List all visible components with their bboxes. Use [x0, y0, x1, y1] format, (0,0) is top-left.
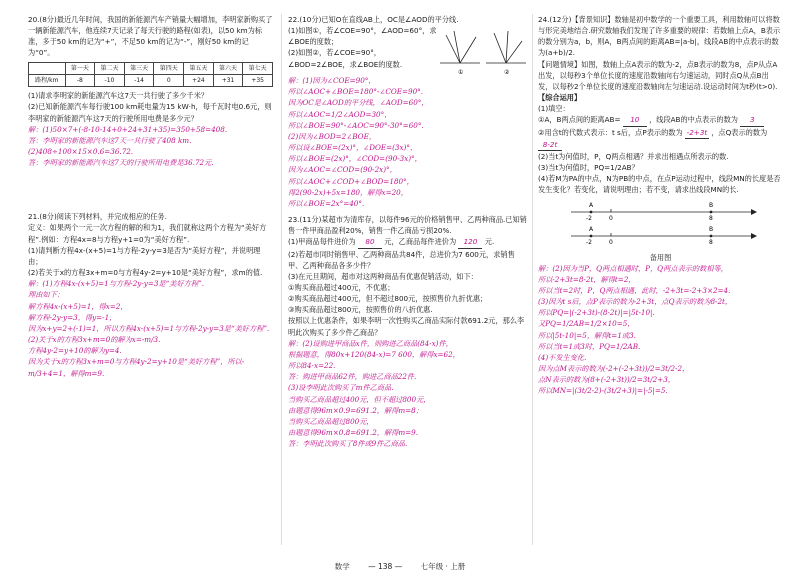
- table-cell: 0: [154, 74, 184, 86]
- table-cell: -10: [95, 74, 125, 86]
- q20-answer-1b: 答：李明家的新能源汽车这7天一共行驶了408 km.: [28, 135, 192, 145]
- table-cell: +35: [243, 74, 273, 86]
- table-header-cell: 第五天: [184, 62, 214, 74]
- q22-sub1: (1)如图①，若∠COE=90°，∠AOD=60°，求∠BOE的度数；: [288, 26, 437, 47]
- q24-blank-mid: 3: [740, 114, 764, 126]
- q24-s3: (3)当t为何值时，PQ=1/2AB？: [538, 163, 639, 173]
- q24-answer-line: 所以当t=2时，P，Q两点相遇，此时，-2+3t=-2+3×2=4.: [538, 285, 731, 295]
- q24-answer-line: 所以PQ=|(-2+3t)-(8-2t)|=|5t-10|.: [538, 308, 655, 318]
- column-left: [28, 14, 273, 384]
- q21-sub2: (2)若关于x的方程3x+m=0与方程4y-2=y+10是“美好方程”，求m的值.: [28, 268, 263, 278]
- q20-sub2: (2)已知新能源汽车每行驶100 km耗电量为15 kW·h，每千瓦时电0.6元，则李明家的新能源汽车这7天的行驶所用电费是多少元？: [28, 102, 272, 123]
- table-header-cell: 第六天: [213, 62, 243, 74]
- q24-answer-line: 点N表示的数为(8+(-2+3t))/2=3t/2+3，: [538, 375, 675, 385]
- q22-answer-line: 因为OC是∠AOD的平分线，∠AOD=60°，: [288, 98, 429, 108]
- q24-s1a-post: ，线段AB的中点表示的数为: [649, 115, 738, 125]
- q23-answer-line: 所以84-x=22.: [288, 361, 336, 371]
- tick-label-0: 0: [608, 238, 613, 246]
- q24-s1b-pre: ②用含t的代数式表示：t s后，点P表示的数为: [538, 127, 683, 137]
- q23-answer-line: 答：李明此次购买了8件或9件乙商品.: [288, 439, 408, 449]
- q20-intro: 20.(8分)最近几年时间，我国的新能源汽车产销量大幅增加，李明家新购买了一辆新能源汽车，他连续7天记录了每天行驶的路程(如表)，以50 km为标准，多于50 km的记为“+”，不足50 km的记为“-”，刚好50 km的记为“0”。: [28, 15, 273, 58]
- q21-definition: 定义：如果两个一元一次方程的解的和为1，我们就称这两个方程为“美好方程”.例如：方程4x=8与方程y+1=0为“美好方程”.: [28, 223, 267, 244]
- table-cell: +31: [213, 74, 243, 86]
- q23-intro: 23.(11分)某超市为清库存，以每件96元的价格销售甲、乙两种商品.已知销售一件甲商品盈利20%，销售一件乙商品亏损20%.: [288, 215, 527, 236]
- question-20: [28, 14, 273, 168]
- q21-answer-line: 方程4y-2=y+10的解为y=4.: [28, 346, 122, 356]
- q22-answer-line: 得2(90-2x)+5x=180，解得x=20，: [288, 187, 408, 197]
- q23-option: 按照以上优惠条件，如果李明一次性购买乙商品实际付款691.2元，那么李明此次购买了多少件乙商品？: [288, 316, 525, 337]
- q22-intro: 22.(10分)已知O在直线AB上，OC是∠AOD的平分线.: [288, 15, 459, 24]
- q21-answer-line: 因为x+y=2+(-1)=1，所以方程4x-(x+5)=1与方程-2y-y=3是“美好方程”.: [28, 323, 270, 333]
- q24-apply-heading: 【综合运用】: [538, 93, 582, 103]
- question-22: [288, 14, 528, 209]
- figure-1-label: ①: [458, 69, 464, 76]
- question-21: [28, 211, 273, 378]
- q24-s2: (2)当t为何值时，P，Q两点相遇？并求出相遇点所表示的数.: [538, 151, 729, 161]
- q23-answer-line: 解：(2)设购进甲商品x件，则购进乙商品(84-x)件，: [288, 338, 453, 348]
- q24-blank-ab: 10: [623, 114, 647, 126]
- point-b-label: B: [708, 201, 713, 209]
- mileage-table: [28, 62, 273, 88]
- q23-answer-line: 由题意得96m×0.9=691.2，解得m=8；: [288, 405, 423, 415]
- table-header-cell: 第二天: [95, 62, 125, 74]
- q22-answer-line: 所以设∠BOE=(2x)°，∠DOE=(3x)°，: [288, 143, 418, 153]
- point-b-label: B: [708, 225, 713, 233]
- q20-answer-2: (2)408÷100×15×0.6=36.72.: [28, 147, 134, 156]
- q21-answer-line: 解方程4x-(x+5)=1，得x=2，: [28, 301, 128, 311]
- number-line-2: [571, 226, 757, 246]
- q24-intro: 24.(12分)【背景知识】数轴是初中数学的一个重要工具，利用数轴可以将数与形完美地结合.研究数轴我们发现了许多重要的规律：若数轴上点A，B表示的数分别为a，b，则A，B两点间的距离AB=|a-b|，线段AB的中点表示的数为(a+b)/2.: [538, 15, 781, 58]
- q24-answer-line: 因为点M表示的数为(-2+(-2+3t))/2=3t/2-2，: [538, 364, 690, 374]
- q22-answer-line: 解：(1)因为∠COE=90°，: [288, 76, 376, 86]
- q23-sub1-c: 元.: [484, 237, 495, 247]
- q23-sub1-a: (1)甲商品每件进价为: [288, 237, 356, 247]
- q23-answer-line: 当购买乙商品超过800元，: [288, 416, 374, 426]
- q24-answer-line: 所以|5t-10|=5，解得t=1或3.: [538, 330, 636, 340]
- q22-answer-line: (2)因为∠BOD=2∠BOE，: [288, 131, 377, 141]
- table-header-cell: [29, 62, 66, 74]
- footer-page-number: — 138 —: [368, 562, 403, 572]
- figure-1: [440, 31, 480, 75]
- q24-s4: (4)若M为PA的中点，N为PB的中点，在点P运动过程中，线段MN的长度是否发生变化？若变化，请说明理由；若不变，请求出线段MN的长.: [538, 174, 781, 195]
- q22-answer-line: 所以∠BOE=2x°=40°.: [288, 198, 365, 208]
- q22-answer-line: 所以∠BOE=90°-∠AOC=90°-30°=60°.: [288, 120, 424, 130]
- spare-figure-caption: 备用图: [649, 252, 672, 262]
- q21-answer-line: 解：(1)方程4x-(x+5)=1与方程-2y-y=3是“美好方程”.: [28, 279, 204, 289]
- q23-sub3: (3)在元旦期间，超市对这两种商品有优惠促销活动，如下：: [288, 271, 478, 281]
- q24-s1a-pre: ①A，B两点间的距离AB=: [538, 115, 621, 125]
- number-line-1: [571, 202, 757, 222]
- q24-answer-line: 所以MN=|(3t/2-2)-(3t/2+3)|=|-5|=5.: [538, 386, 668, 396]
- table-cell: -8: [65, 74, 95, 86]
- q23-option: ③购买商品超过800元，按照售价的八折优惠.: [288, 305, 433, 315]
- q24-s1b: [538, 127, 783, 151]
- q23-option: ②购买商品超过400元，但不超过800元，按照售价九折优惠；: [288, 294, 488, 304]
- q21-sub1: (1)请判断方程4x-(x+5)=1与方程-2y-y=3是否为“美好方程”，并说明理由；: [28, 245, 261, 266]
- table-header-cell: 第三天: [124, 62, 154, 74]
- q23-answer-line: 由题意得96m×0.8=691.2，解得m=9.: [288, 428, 419, 437]
- figure-2-label: ②: [504, 69, 510, 76]
- q23-sub1-b: 元，乙商品每件进价为: [384, 237, 457, 247]
- q23-blank-2: 120: [458, 236, 482, 248]
- q23-sub2: (2)若超市同时销售甲、乙两种商品共84件，总进价为7 600元，求销售甲、乙两种商品各多少件？: [288, 249, 515, 270]
- q23-answer-line: (3)设李明此次购买了m件乙商品.: [288, 383, 394, 393]
- number-line-figures: [561, 198, 761, 250]
- q23-answer-line: 当购买乙商品超过400元，但不超过800元，: [288, 394, 431, 404]
- q22-answer-line: 所以∠BOE=(2x)°，∠COD=(90-3x)°，: [288, 154, 422, 164]
- q23-blank-1: 80: [358, 236, 382, 248]
- q22-answer-line: 所以∠AOC+∠COD+∠BOD=180°，: [288, 176, 414, 186]
- table-row: [29, 74, 273, 86]
- q24-problem: 【问题情境】如图，数轴上点A表示的数为-2，点B表示的数为8，点P从点A出发，以每秒3个单位长度的速度沿数轴向右匀速运动，同时点Q从点B出发，以每秒2个单位长度的速度沿数轴向左匀速运动.设运动时间为t秒(t>0).: [538, 59, 778, 91]
- q23-sub1: [288, 236, 528, 248]
- q21-intro: 21.(8分)阅读下列材料，并完成相应的任务.: [28, 212, 167, 222]
- figure-2: [486, 31, 526, 75]
- q24-s1b-mid: ，点Q表示的数为: [711, 127, 768, 137]
- column-right: [538, 14, 783, 402]
- q23-option: ①购买商品超过400元，不优惠；: [288, 282, 395, 292]
- q22-sub2: (2)如图②，若∠COE=90°，∠BOD=2∠BOE，求∠BOE的度数.: [288, 48, 403, 69]
- footer-grade: 七年级 · 上册: [420, 562, 466, 572]
- q22-answer-line: 所以∠AOC+∠BOE=180°-∠COE=90°.: [288, 87, 424, 97]
- point-a-label: A: [588, 225, 593, 233]
- q23-answer-line: 答：购进甲商品62件，购进乙商品22件.: [288, 372, 417, 382]
- q24-answer-line: 所以-2+3t=8-2t，解得t=2，: [538, 274, 636, 284]
- tick-label-0: 0: [608, 214, 613, 222]
- point-a-label: A: [588, 201, 593, 209]
- footer-subject: 数学: [334, 562, 350, 572]
- question-23: [288, 214, 528, 449]
- q21-answer-line: 解方程-2y-y=3，得y=-1，: [28, 312, 117, 322]
- page-footer: [0, 561, 800, 573]
- q20-sub1: (1)请求李明家的新能源汽车这7天一共行驶了多少千米？: [28, 91, 209, 101]
- q24-answer-line: 所以当t=1或3时，PQ=1/2AB.: [538, 341, 641, 351]
- table-cell: +24: [184, 74, 214, 86]
- q20-answer-1: 解：(1)50×7+(-8-10-14+0+24+31+35)=350+58=408.: [28, 124, 228, 134]
- q23-answer-line: 根据题意，得80x+120(84-x)=7 600，解得x=62，: [288, 349, 460, 359]
- q20-answer-2b: 答：李明家的新能源汽车这7天的行驶所用电费是36.72元.: [28, 158, 214, 168]
- tick-label-8: 8: [708, 238, 713, 246]
- question-24: [538, 14, 783, 397]
- q24-answer-line: (4)不发生变化.: [538, 352, 587, 362]
- q24-answer-line: 解：(2)因为当P，Q两点相遇时，P，Q两点表示的数相等，: [538, 263, 728, 273]
- table-row-label: 路程/km: [29, 74, 66, 86]
- q24-answer-line: (3)因为t s后，点P表示的数为-2+3t，点Q表示的数为8-2t，: [538, 297, 733, 307]
- q22-answer-line: 因为∠AOC=∠COD=(90-2x)°，: [288, 165, 397, 175]
- table-header-cell: 第七天: [243, 62, 273, 74]
- q21-answer-line: 因为关于x的方程3x+m=0与方程4y-2=y+10是“美好方程”，所以-m/3+4=1，解得m=9.: [28, 357, 245, 378]
- table-header-cell: 第一天: [65, 62, 95, 74]
- q21-answer-line: 理由如下：: [28, 290, 64, 300]
- tick-label-neg2: -2: [585, 238, 592, 246]
- q21-answer-line: (2)关于x的方程3x+m=0的解为x=-m/3.: [28, 335, 161, 345]
- q24-answer-line: 又PQ=1/2AB=1/2×10=5，: [538, 319, 635, 329]
- q24-s1a: [538, 114, 783, 126]
- table-header-cell: 第四天: [154, 62, 184, 74]
- table-header-row: [29, 62, 273, 74]
- column-middle: [288, 14, 528, 454]
- q22-answer-line: 所以∠AOC=1/2∠AOD=30°，: [288, 109, 392, 119]
- tick-label-8: 8: [708, 214, 713, 222]
- q24-blank-q: 8-2t: [538, 139, 562, 151]
- tick-label-neg2: -2: [585, 214, 592, 222]
- q24-s1: (1)填空：: [538, 104, 570, 114]
- table-cell: -14: [124, 74, 154, 86]
- q24-blank-p: -2+3t: [685, 127, 709, 139]
- angle-figures: [438, 25, 528, 75]
